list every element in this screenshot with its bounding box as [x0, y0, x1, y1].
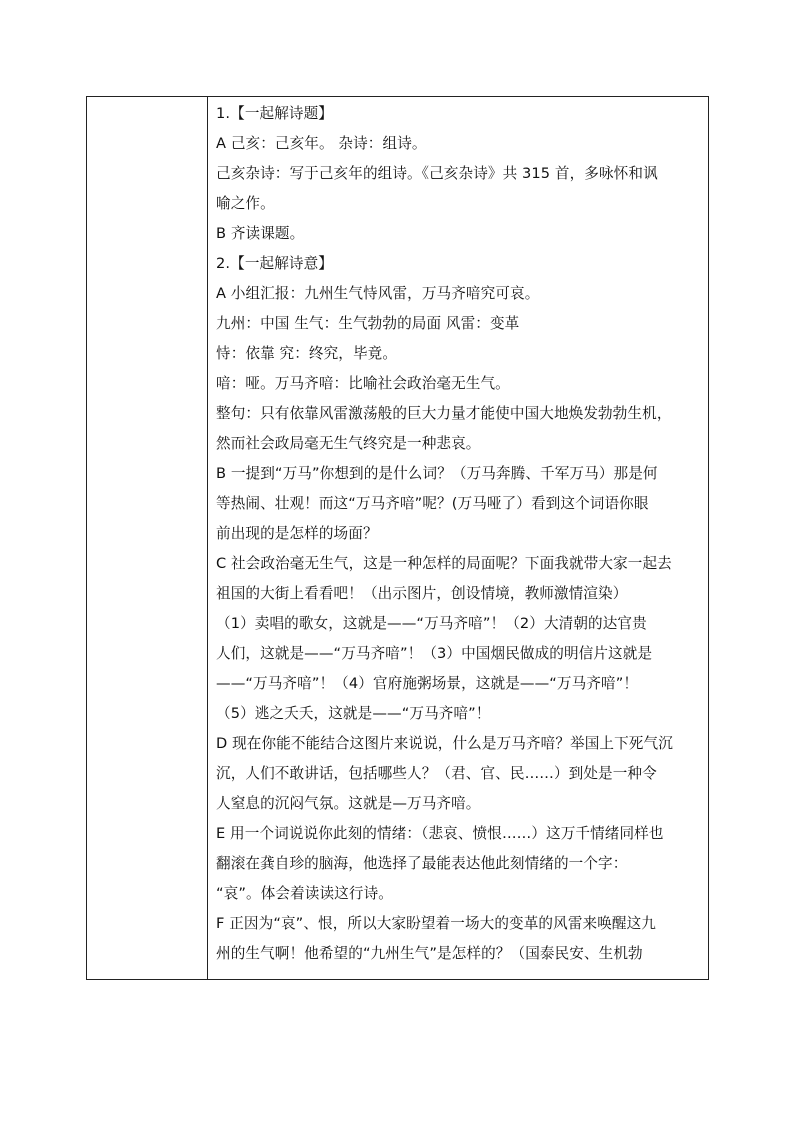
text-line: 喑：哑。万马齐喑：比喻社会政治毫无生气。: [216, 375, 510, 392]
heading-poem-meaning: 2.【一起解诗意】: [216, 255, 333, 272]
text-line: 整句：只有依靠风雷激荡般的巨大力量才能使中国大地焕发勃勃生机，: [216, 405, 672, 422]
text-line: ——“万马齐喑”！（4）官府施粥场景，这就是——“万马齐喑”！: [216, 675, 639, 692]
text-line: 等热闹、壮观！而这“万马齐喑”呢？(万马哑了）看到这个词语你眼: [216, 495, 649, 512]
text-line: “哀”。体会着读读这行诗。: [216, 885, 393, 902]
text-line: （1）卖唱的歌女，这就是——“万马齐喑”！（2）大清朝的达官贵: [216, 615, 647, 632]
text-line: 恃：依靠 究：终究，毕竟。: [216, 345, 398, 362]
text-line: 人们，这就是——“万马齐喑”！（3）中国烟民做成的明信片这就是: [216, 645, 653, 662]
text-line: A 小组汇报：九州生气恃风雷，万马齐喑究可哀。: [216, 285, 540, 302]
text-line: 人窒息的沉闷气氛。这就是—万马齐喑。: [216, 795, 481, 812]
text-line: D 现在你能不能结合这图片来说说，什么是万马齐喑？举国上下死气沉: [216, 735, 673, 752]
text-line: 喻之作。: [216, 195, 275, 212]
lesson-table: [86, 96, 709, 980]
text-line: B 齐读课题。: [216, 225, 305, 242]
text-line: C 社会政治毫无生气，这是一种怎样的局面呢？下面我就带大家一起去: [216, 555, 672, 572]
text-line: F 正因为“哀”、恨，所以大家盼望着一场大的变革的风雷来唤醒这九: [216, 915, 656, 932]
text-line: E 用一个词说说你此刻的情绪：（悲哀、愤恨……）这万千情绪同样也: [216, 825, 664, 842]
text-line: 沉，人们不敢讲话，包括哪些人？（君、官、民……）到处是一种令: [216, 765, 657, 782]
text-line: 祖国的大街上看看吧！（出示图片，创设情境，教师激情渲染）: [216, 585, 628, 602]
heading-poem-title: 1.【一起解诗题】: [216, 105, 333, 122]
text-line: （5）逃之夭夭，这就是——“万马齐喑”！: [216, 705, 491, 722]
text-line: 前出现的是怎样的场面？: [216, 525, 378, 542]
text-line: 然而社会政局毫无生气终究是一种悲哀。: [216, 435, 481, 452]
table-left-column: [87, 97, 208, 979]
text-line: 州的生气啊！他希望的“九州生气”是怎样的？（国泰民安、生机勃: [216, 945, 643, 962]
text-line: 翻滚在龚自珍的脑海，他选择了最能表达他此刻情绪的一个字：: [216, 855, 628, 872]
table-content-cell: [208, 97, 708, 979]
text-line: B 一提到“万马”你想到的是什么词？（万马奔腾、千军万马）那是何: [216, 465, 658, 482]
text-line: A 己亥：己亥年。 杂诗：组诗。: [216, 135, 427, 152]
text-line: 九州：中国 生气：生气勃勃的局面 风雷：变革: [216, 315, 520, 332]
text-line: 己亥杂诗：写于己亥年的组诗。《己亥杂诗》共 315 首，多咏怀和讽: [216, 165, 658, 182]
